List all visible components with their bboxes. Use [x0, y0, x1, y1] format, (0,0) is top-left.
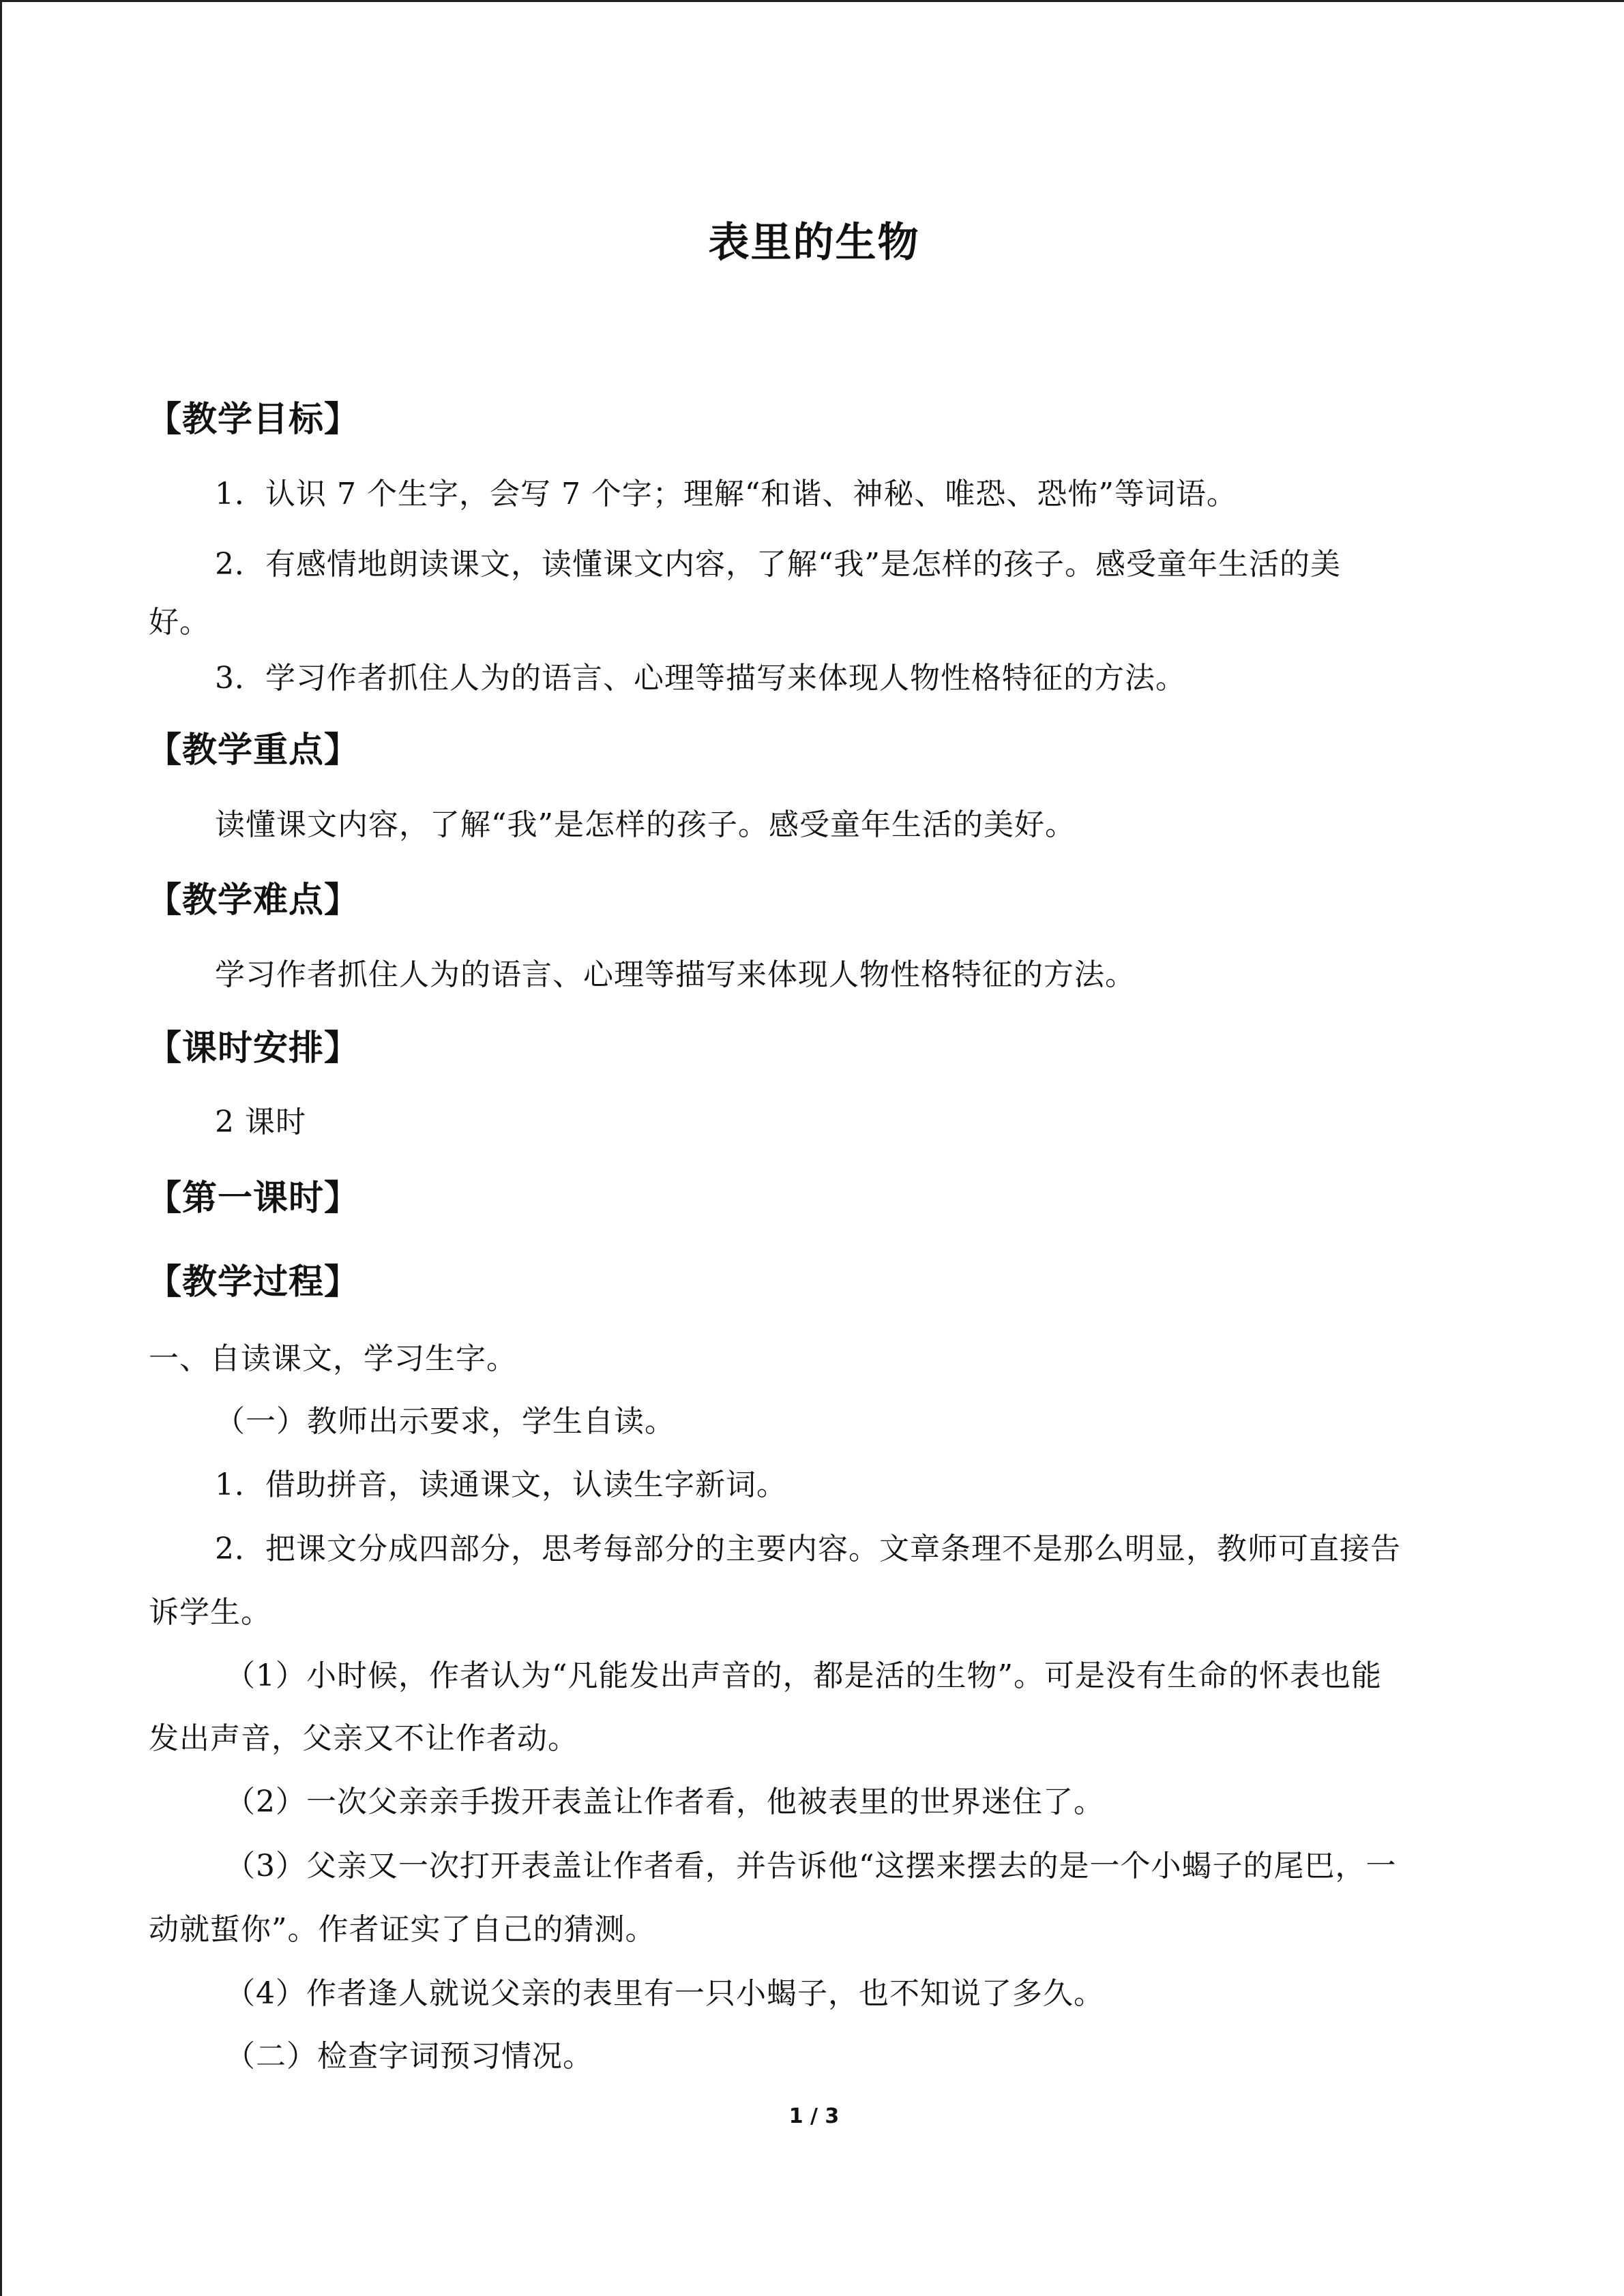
heading-schedule: 【课时安排】 [147, 1028, 360, 1069]
process-part-1-line-1: （1）小时候，作者认为“凡能发出声音的，都是活的生物”。可是没有生命的怀表也能 [225, 1658, 1382, 1693]
process-part-3-line-1: （3）父亲又一次打开表盖让作者看，并告诉他“这摆来摆去的是一个小蝎子的尾巴，一 [225, 1849, 1397, 1883]
heading-first-lesson: 【第一课时】 [147, 1178, 360, 1219]
goal-item-3: 3．学习作者抓住人为的语言、心理等描写来体现人物性格特征的方法。 [215, 661, 1186, 696]
heading-difficulties: 【教学难点】 [147, 880, 360, 921]
heading-teaching-process: 【教学过程】 [147, 1262, 360, 1302]
heading-key-points: 【教学重点】 [147, 730, 360, 771]
process-part-1-line-2: 发出声音，父亲又不让作者动。 [149, 1721, 578, 1756]
difficulties-text: 学习作者抓住人为的语言、心理等描写来体现人物性格特征的方法。 [215, 957, 1136, 992]
schedule-text: 2 课时 [215, 1105, 306, 1139]
heading-teaching-goals: 【教学目标】 [147, 400, 360, 440]
goal-item-2-line-1: 2．有感情地朗读课文，读懂课文内容，了解“我”是怎样的孩子。感受童年生活的美 [215, 547, 1341, 582]
key-points-text: 读懂课文内容，了解“我”是怎样的孩子。感受童年生活的美好。 [215, 807, 1076, 842]
process-step-2-line-2: 诉学生。 [149, 1595, 271, 1630]
process-sub-2: （二）检查字词预习情况。 [225, 2039, 593, 2074]
process-part-2: （2）一次父亲亲手拨开表盖让作者看，他被表里的世界迷住了。 [225, 1785, 1104, 1819]
process-part-3-line-2: 动就蜇你”。作者证实了自己的猜测。 [149, 1912, 656, 1947]
page-number: 1 / 3 [788, 2104, 840, 2128]
goal-item-1: 1．认识 7 个生字，会写 7 个字；理解“和谐、神秘、唯恐、恐怖”等词语。 [215, 477, 1237, 511]
document-title: 表里的生物 [708, 219, 920, 267]
goal-item-2-line-2: 好。 [149, 605, 210, 640]
process-part-4: （4）作者逢人就说父亲的表里有一只小蝎子，也不知说了多久。 [225, 1976, 1104, 2011]
process-sub-1: （一）教师出示要求，学生自读。 [215, 1404, 675, 1439]
process-step-2-line-1: 2．把课文分成四部分，思考每部分的主要内容。文章条理不是那么明显，教师可直接告 [215, 1532, 1401, 1566]
process-step-1: 1．借助拼音，读通课文，认读生字新词。 [215, 1467, 787, 1502]
process-section-1: 一、自读课文，学习生字。 [149, 1341, 517, 1376]
